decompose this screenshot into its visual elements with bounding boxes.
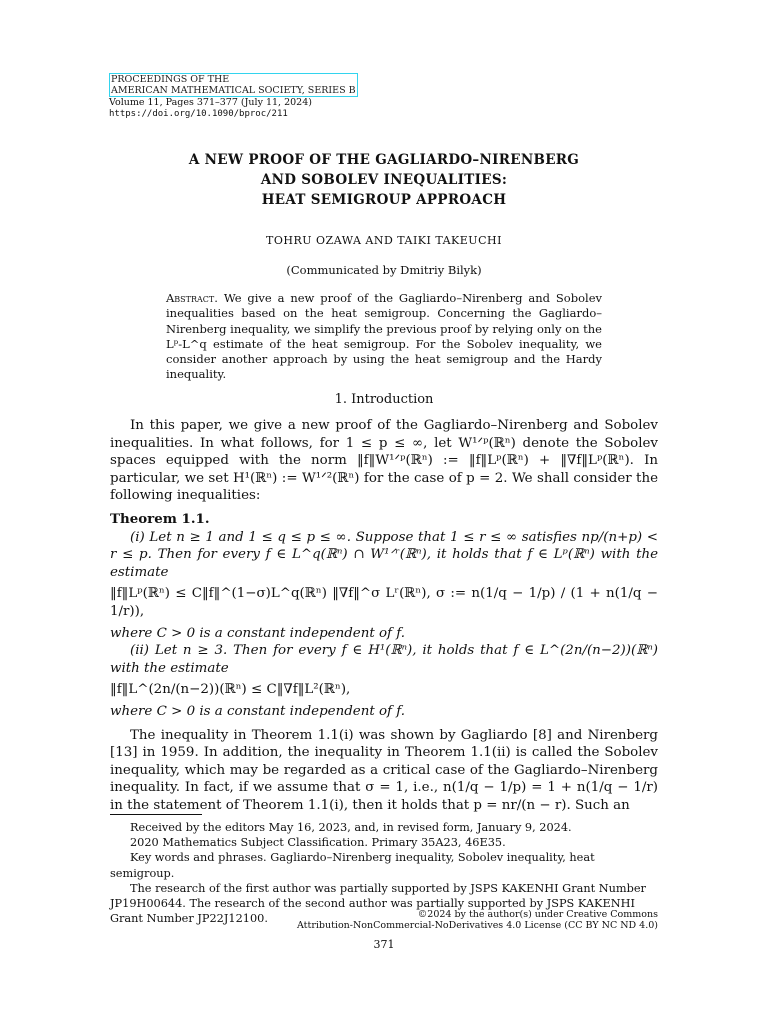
equation-2: ‖f‖L^(2n/(n−2))(ℝⁿ) ≤ C‖∇f‖L²(ℝⁿ), [110,682,351,698]
journal-line1: PROCEEDINGS OF THE [111,74,230,85]
footnote-keywords: Key words and phrases. Gagliardo–Nirenberg inequality, Sobolev inequality, heat semigroup. [110,851,595,880]
section-heading: 1. Introduction [334,392,434,407]
footnote-msc: 2020 Mathematics Subject Classification. Primary 35A23, 46E35. [130,836,506,850]
main-text [110,417,658,814]
communicated-by: (Communicated by Dmitriy Bilyk) [286,263,482,277]
discussion-paragraph: The inequality in Theorem 1.1(i) was shown by Gagliardo [8] and Nirenberg [13] in 1959. In addition, the inequality in Theorem 1.1(ii) is called the Sobolev inequality, which may be regarded as a critical case of the Gagliardo–Nirenberg inequality. In fact, if we assume that σ = 1, i.e., n(1/q − 1/p) = 1 + n(1/q − 1/r) in the statement of Theorem 1.1(i), then it holds that p = nr/(n − r). Such an [110,727,658,813]
page-number: 371 [373,938,395,951]
equation-1: ‖f‖Lᵖ(ℝⁿ) ≤ C‖f‖^(1−σ)L^q(ℝⁿ) ‖∇f‖^σ Lʳ(ℝⁿ), σ := n(1/q − 1/p) / (1 + n(1/q − 1/r)), [110,586,658,619]
license-line1: ©2024 by the author(s) under Creative Commons [417,909,658,920]
intro-paragraph: In this paper, we give a new proof of the Gagliardo–Nirenberg and Sobolev inequalities. In what follows, for 1 ≤ p ≤ ∞, let W¹ᐟᵖ(ℝⁿ) denote the Sobolev spaces equipped with the norm ‖f‖W¹ᐟᵖ(ℝⁿ) := ‖f‖Lᵖ(ℝⁿ) + ‖∇f‖Lᵖ(ℝⁿ). In particular, we set H¹(ℝⁿ) := W¹ᐟ²(ℝⁿ) for the case of p = 2. We shall consider the following inequalities: [110,418,658,504]
abstract-text: We give a new proof of the Gagliardo–Nirenberg and Sobolev inequalities based on the heat semigroup. Concerning the Gagliardo–Nirenberg inequality, we simplify the previous proof by relying only on the Lᵖ-L^q estimate of the heat semigroup. For the Sobolev inequality, we consider another approach by using the heat semigroup and the Hardy inequality. [166,291,602,382]
paper-title [0,150,768,210]
license-line2: Attribution-NonCommercial-NoDerivatives 4.0 License (CC BY NC ND 4.0) [296,920,658,931]
theorem-where-2: where C > 0 is a constant independent of f. [110,703,405,719]
journal-header [109,73,358,120]
journal-line2: AMERICAN MATHEMATICAL SOCIETY, SERIES B [111,85,356,96]
theorem-label: Theorem 1.1. [110,510,210,527]
theorem-where-1: where C > 0 is a constant independent of f. [110,625,405,641]
doi-link[interactable]: https://doi.org/10.1090/bproc/211 [109,109,288,119]
footnote-funding: The research of the first author was partially supported by JSPS KAKENHI Grant Number JP19H00644. The research of the second author was partially supported by JSPS KAKENHI Grant Number JP22J12100. [110,881,646,926]
theorem-part-ii: (ii) Let n ≥ 3. Then for every f ∈ H¹(ℝⁿ), it holds that f ∈ L^(2n/(n−2))(ℝⁿ) with the estimate [110,643,658,676]
volume-info: Volume 11, Pages 371–377 (July 11, 2024) [109,97,312,108]
title-line2: AND SOBOLEV INEQUALITIES: [260,172,508,188]
title-line3: HEAT SEMIGROUP APPROACH [261,192,507,208]
title-line1: A NEW PROOF OF THE GAGLIARDO–NIRENBERG [188,152,580,168]
abstract [166,291,602,383]
authors: TOHRU OZAWA AND TAIKI TAKEUCHI [266,234,502,247]
footnote-received: Received by the editors May 16, 2023, and, in revised form, January 9, 2024. [130,821,572,834]
abstract-label: Abstract. [166,291,218,305]
license-notice [297,909,658,931]
journal-link[interactable] [109,73,358,97]
footnote-rule [110,814,202,815]
theorem-part-i: (i) Let n ≥ 1 and 1 ≤ q ≤ p ≤ ∞. Suppose that 1 ≤ r ≤ ∞ satisfies np/(n+p) < r ≤ p. Then for every f ∈ L^q(ℝⁿ) ∩ W¹ᐟʳ(ℝⁿ), it holds that f ∈ Lᵖ(ℝⁿ) with the estimate [110,529,658,580]
